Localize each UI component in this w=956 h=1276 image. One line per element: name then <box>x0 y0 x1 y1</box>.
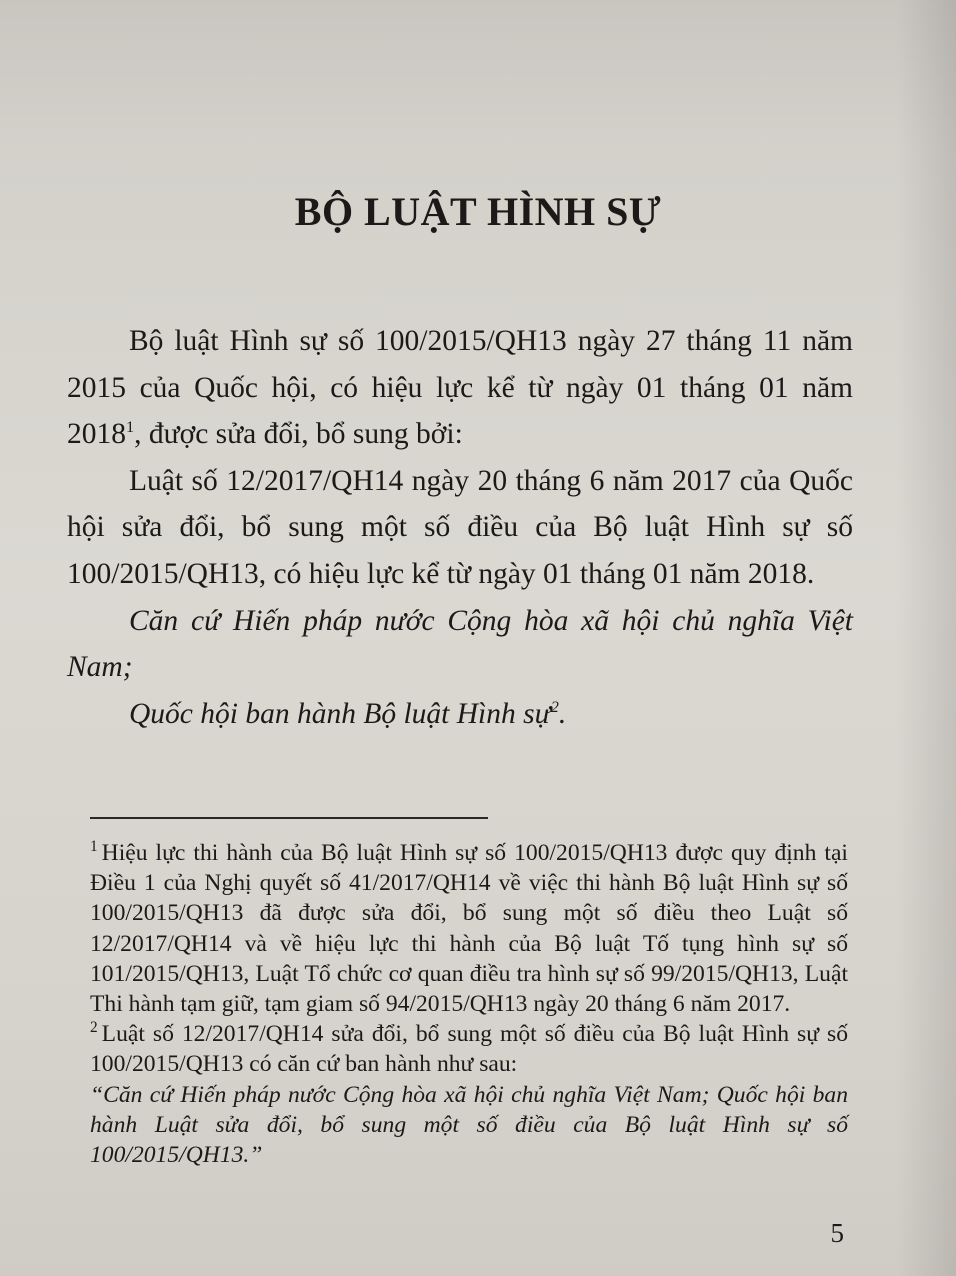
footnote-ref-1: 1 <box>126 418 135 437</box>
footnote-2-text: Luật số 12/2017/QH14 sửa đổi, bổ sung một số điều của Bộ luật Hình sự số 100/2015/QH13 có căn cứ ban hành như sau: <box>90 1021 848 1078</box>
paragraph-1 <box>67 318 853 458</box>
footnote-1-text: Hiệu lực thi hành của Bộ luật Hình sự số 100/2015/QH13 được quy định tại Điều 1 của Nghị quyết số 41/2017/QH14 về việc thi hành Bộ luật Hình sự số 100/2015/QH13 đã được sửa đổi, bổ sung một số điều theo Luật số 12/2017/QH14 và về hiệu lực thi hành của Bộ luật Tố tụng hình sự số 101/2015/QH13, Luật Tổ chức cơ quan điều tra hình sự số 99/2015/QH13, Luật Thi hành tạm giữ, tạm giam số 94/2015/QH13 ngày 20 tháng 6 năm 2017. <box>90 840 848 1018</box>
footnote-2 <box>90 1019 848 1079</box>
paragraph-1-text: Bộ luật Hình sự số 100/2015/QH13 ngày 27 tháng 11 năm 2015 của Quốc hội, có hiệu lực kể từ ngày 01 tháng 01 năm 2018 <box>67 325 853 451</box>
paragraph-4-text: Quốc hội ban hành Bộ luật Hình sự <box>129 697 551 730</box>
paragraph-1-text-end: , được sửa đổi, bổ sung bởi: <box>134 418 463 451</box>
paragraph-4 <box>67 691 853 738</box>
paragraph-4-text-end: . <box>558 697 567 730</box>
page-number: 5 <box>830 1218 844 1248</box>
footnote-1-mark: 1 <box>90 838 98 856</box>
paragraph-3: Căn cứ Hiến pháp nước Cộng hòa xã hội chủ nghĩa Việt Nam; <box>67 604 853 684</box>
footnote-ref-2: 2 <box>550 697 559 716</box>
footnote-2-mark: 2 <box>90 1019 98 1037</box>
footnotes <box>90 838 848 1170</box>
main-text <box>67 318 853 737</box>
paragraph-2: Luật số 12/2017/QH14 ngày 20 tháng 6 năm 2017 của Quốc hội sửa đổi, bổ sung một số điều của Bộ luật Hình sự số 100/2015/QH13, có hiệu lực kể từ ngày 01 tháng 01 năm 2018. <box>67 464 853 590</box>
page-title: BỘ LUẬT HÌNH SỰ <box>294 189 662 234</box>
footnote-divider <box>90 817 488 819</box>
footnote-1 <box>90 838 848 1019</box>
footnote-2-quote: “Căn cứ Hiến pháp nước Cộng hòa xã hội chủ nghĩa Việt Nam; Quốc hội ban hành Luật sửa đổi, bổ sung một số điều của Bộ luật Hình sự số 100/2015/QH13.” <box>90 1081 848 1169</box>
